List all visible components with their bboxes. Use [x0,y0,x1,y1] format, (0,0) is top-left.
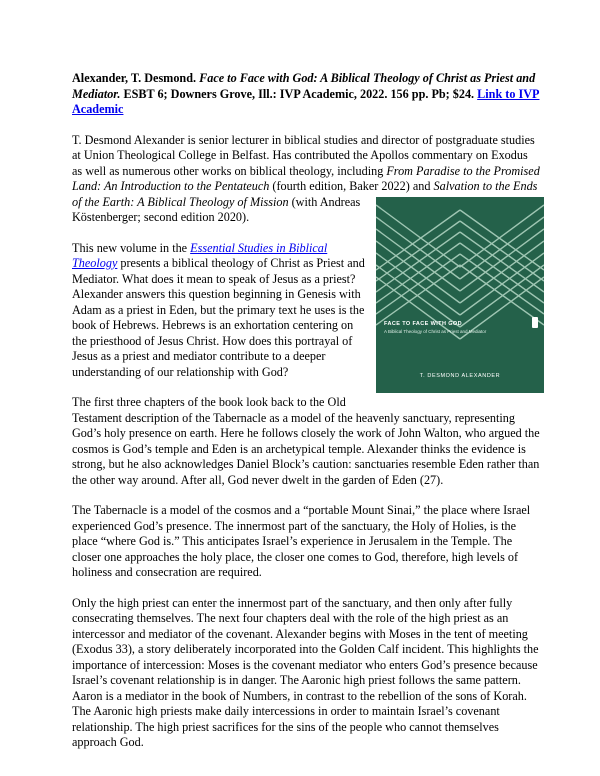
cover-title: FACE TO FACE WITH GOD [384,320,462,327]
bio-book-title-1: From Paradise to the Promised Land: An Introduction to the Pentateuch [72,163,540,193]
cover-pattern-line [460,217,544,279]
book-cover-image [376,197,544,393]
paragraph-tabernacle-chapters: The first three chapters of the book look back to the Old Testament description of the Tabernacle as a model of the heavenly sanctuary, representing God’s holy presence on earth. Here he follows closely the work of John Walton, who argued the cosmos is God’s temple and Eden is an archetypical temple. Alexander thinks the evidence is strong, but he also acknowledges Daniel Block’s caution: sanctuaries resemble Eden rather than the other way around. After all, God never dwelt in the garden of Eden (27). [72,395,540,487]
cover-pattern-line [376,229,460,291]
bio-text-3: (with Andreas Köstenberger; second edition 2020). [72,194,361,224]
citation-author: Alexander, T. Desmond. [72,71,197,85]
cover-pattern-line [376,205,460,267]
review-content [72,71,540,766]
cover-author: T. DESMOND ALEXANDER [419,372,501,379]
series-link-text: Essential Studies in Biblical Theology [72,240,328,270]
overview-text-2: presents a biblical theology of Christ as Priest and Mediator. What does it mean to speak of Jesus as a priest? Alexander answers this question beginning in Genesis with Adam as a priest in Eden, but the primary text he uses is the book of Hebrews. Hebrews is an exhortation centering on the priesthood of Jesus Christ. How does this portrayal of Jesus as a priest and mediator contribute to a deeper understanding of our relationship with God? [72,256,365,379]
citation-details: ESBT 6; Downers Grove, Ill.: IVP Academic, 2022. 156 pp. Pb; $24. [123,86,475,101]
cover-pattern-line [460,229,544,291]
bio-text-2: (fourth edition, Baker 2022) and [269,179,434,193]
cover-pattern-line [376,217,460,279]
cover-pattern [376,197,544,393]
paragraph-high-priest: Only the high priest can enter the innermost part of the sanctuary, and then only after fully consecrating themselves. The next four chapters deal with the role of the high priest as an intercessor and mediator of the covenant. Alexander begins with Moses in the tent of meeting (Exodus 33), a story deliberately incorporated into the Golden Calf incident. This highlights the importance of intercession: Moses is the covenant mediator who enters God’s presence because Israel’s covenant relationship is in danger. The Aaronic high priest follows the same pattern. Aaron is a mediator in the book of Numbers, in contrast to the rebellion of the sons of Korah. The Aaronic high priests make daily intercessions in order to maintain Israel’s covenant relationship. The high priest sacrifices for the sins of the people who cannot themselves approach God. [72,595,539,749]
cover-pattern-line [376,210,460,270]
cover-pattern-line [460,205,544,267]
paragraph-tabernacle-model: The Tabernacle is a model of the cosmos and a “portable Mount Sinai,” the place where Israel experienced God’s presence. The innermost part of the sanctuary, the Holy of Holies, is the place “where God is.” This anticipates Israel’s experience in Jerusalem in the Temple. The closer one approaches the holy place, the closer one comes to God, therefore, high levels of holiness and consecration are required. [72,503,531,579]
bio-book-title-2: Salvation to the Ends of the Earth: A Biblical Theology of Mission [72,179,538,209]
citation-title: Face to Face with God: A Biblical Theology of Christ as Priest and Mediator. [72,71,536,101]
bio-text-1: T. Desmond Alexander is senior lecturer in biblical studies and director of postgraduate studies at Union Theological College in Belfast. Has contributed the Apollos commentary on Exodus as well as numerous other works on biblical theology, including [72,132,535,178]
cover-pattern-line [460,210,544,270]
publisher-link[interactable]: Link to IVP Academic [72,86,540,116]
citation-heading [72,71,540,118]
cover-subtitle: A Biblical Theology of Christ as Priest and Mediator [384,328,487,334]
overview-text-1: This new volume in the [72,240,191,255]
